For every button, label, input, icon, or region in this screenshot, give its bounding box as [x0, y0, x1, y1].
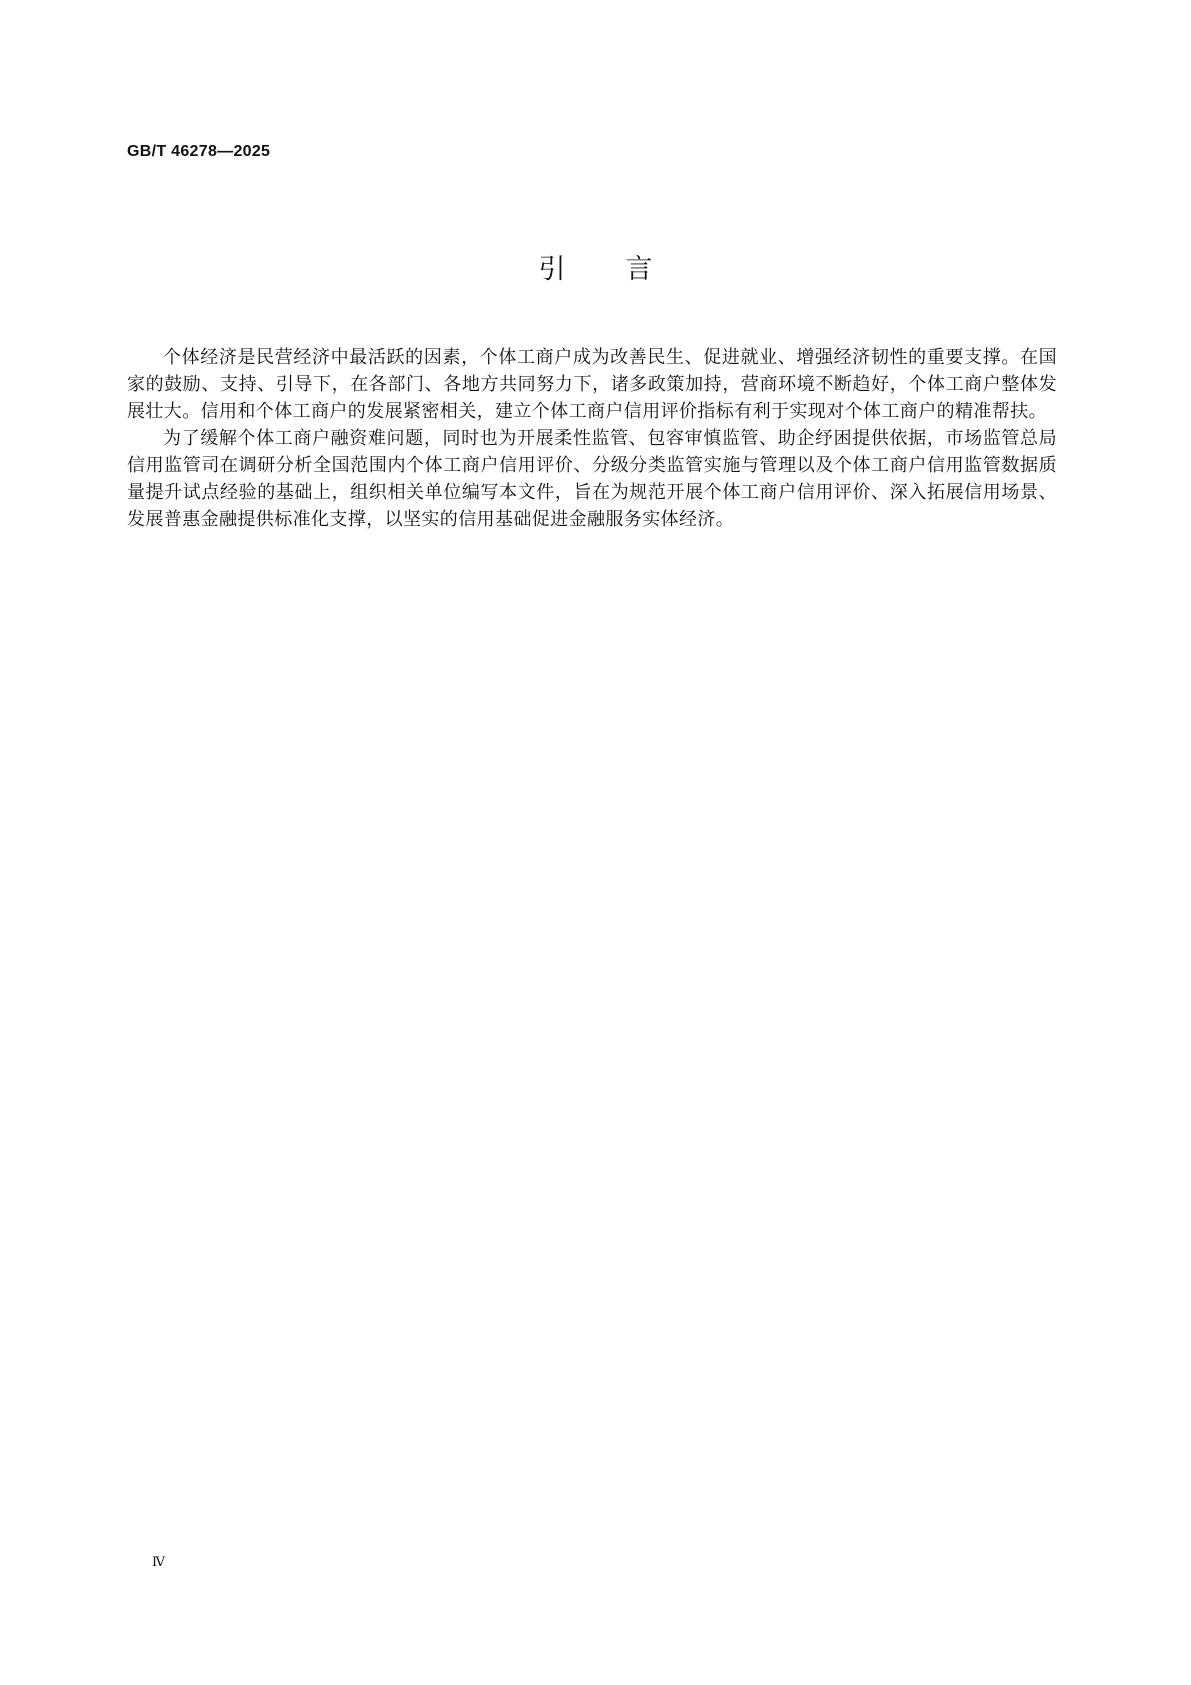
paragraph-2: 为了缓解个体工商户融资难问题，同时也为开展柔性监管、包容审慎监管、助企纾困提供依据，市场监管总局信用监管司在调研分析全国范围内个体工商户信用评价、分级分类监管实施与管理以及个体工商户信用监管数据质量提升试点经验的基础上，组织相关单位编写本文件，旨在为规范开展个体工商户信用评价、深入拓展信用场景、发展普惠金融提供标准化支撑，以坚实的信用基础促进金融服务实体经济。: [127, 428, 1057, 530]
section-title: 引言: [538, 254, 713, 285]
page-number: Ⅳ: [152, 1555, 165, 1570]
body-text: [127, 344, 1057, 533]
standard-code: GB/T 46278—2025: [127, 143, 271, 160]
paragraph-1: 个体经济是民营经济中最活跃的因素，个体工商户成为改善民生、促进就业、增强经济韧性的重要支撑。在国家的鼓励、支持、引导下，在各部门、各地方共同努力下，诸多政策加持，营商环境不断趋好，个体工商户整体发展壮大。信用和个体工商户的发展紧密相关，建立个体工商户信用评价指标有利于实现对个体工商户的精准帮扶。: [127, 347, 1057, 422]
